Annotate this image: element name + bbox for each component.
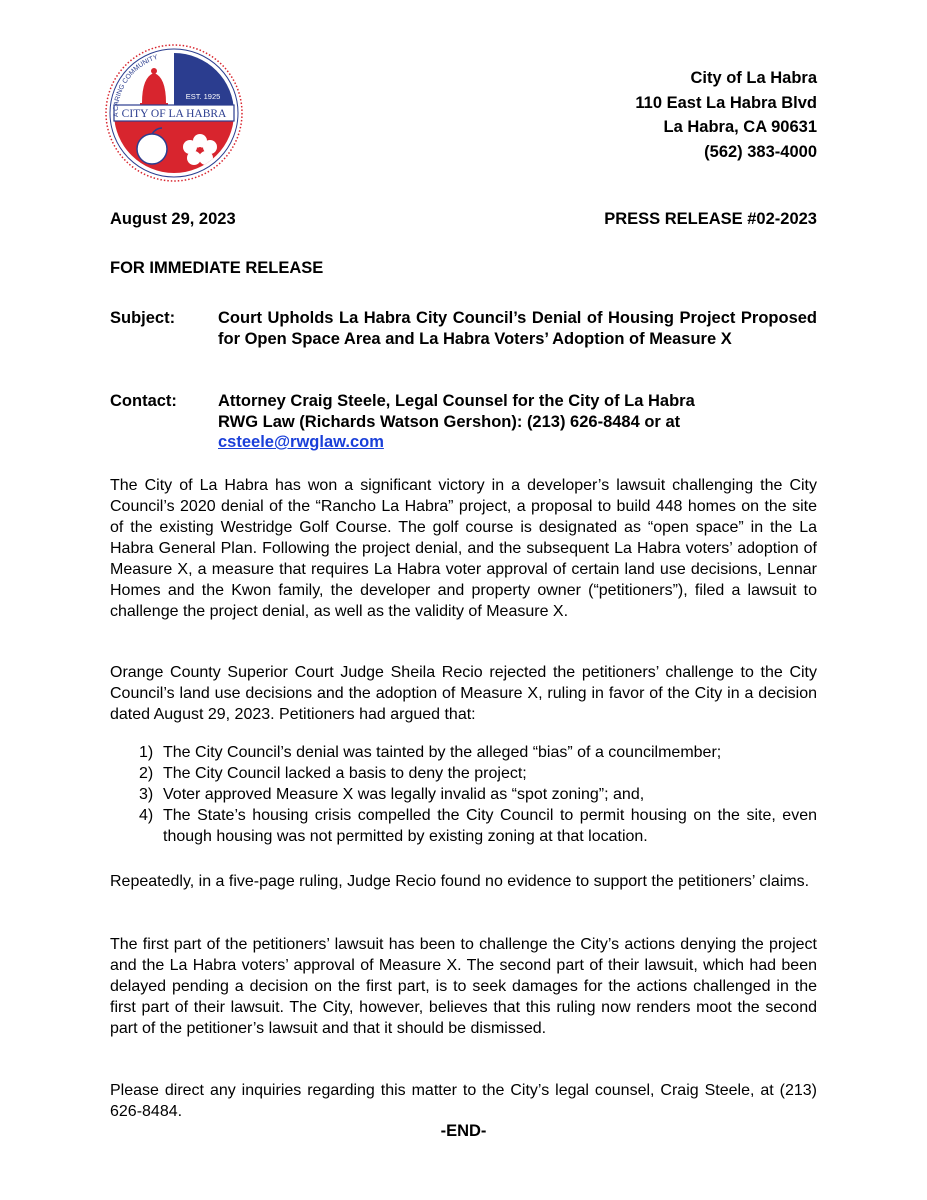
contact-block [110, 391, 817, 453]
list-item [110, 805, 817, 847]
list-item [110, 784, 817, 805]
subject-text: Court Upholds La Habra City Council’s Denial of Housing Project Proposed for Open Space Area and La Habra Voters’ Adoption of Measure X [218, 309, 817, 348]
paragraph-inquiries: Please direct any inquiries regarding this matter to the City’s legal counsel, Craig Steele, at (213) 626-8484. [110, 1082, 817, 1120]
list-item [110, 763, 817, 784]
paragraph-no-evidence: Repeatedly, in a five-page ruling, Judge Recio found no evidence to support the petitioners’ claims. [110, 873, 810, 890]
paragraph-ruling: Orange County Superior Court Judge Sheila Recio rejected the petitioners’ challenge to the City Council’s land use decisions and the adoption of Measure X, ruling in favor of the City in a decision dated August 29, 2023. Petitioners had argued that: [110, 664, 817, 723]
list-item [110, 742, 817, 763]
city-seal-logo [104, 43, 244, 183]
list-item-number: 3) [139, 786, 154, 803]
date-release-row [110, 210, 817, 229]
contact-label: Contact: [110, 392, 177, 410]
list-item-text: The State’s housing crisis compelled the City Council to permit housing on the site, even though housing was not permitted by existing zoning at that location. [163, 807, 817, 845]
seal-city-name: CITY OF LA HABRA [121, 108, 227, 120]
city-street: 110 East La Habra Blvd [635, 93, 817, 112]
paragraph-victory: The City of La Habra has won a significant victory in a developer’s lawsuit challenging the City Council’s 2020 denial of the “Rancho La Habra” project, a proposal to build 448 homes on the site of the existing Westridge Golf Course. The golf course is designated as “open space” in the La Habra General Plan. Following the project denial, and the subsequent La Habra voters’ adoption of Measure X, a measure that requires La Habra voter approval of certain land use decisions, Lennar Homes and the Kwon family, the developer and property owner (“petitioners”), filed a lawsuit to challenge the project denial, as well as the validity of Measure X. [110, 477, 817, 620]
list-item-number: 4) [139, 807, 154, 824]
list-item-number: 2) [139, 765, 154, 782]
list-item-text: The City Council lacked a basis to deny the project; [163, 765, 527, 782]
release-number: PRESS RELEASE #02-2023 [604, 210, 817, 228]
seal-arc-text: A CARING COMMUNITY [112, 53, 159, 118]
contact-line-1: Attorney Craig Steele, Legal Counsel for the City of La Habra [218, 392, 695, 410]
subject-block [110, 308, 817, 349]
contact-line-2: RWG Law (Richards Watson Gershon): (213) 626-8484 or at [218, 412, 681, 431]
city-citystate: La Habra, CA 90631 [663, 118, 817, 136]
subject-label: Subject: [110, 309, 176, 327]
contact-email-link[interactable]: csteele@rwglaw.com [218, 433, 384, 451]
immediate-release-label: FOR IMMEDIATE RELEASE [110, 259, 324, 277]
list-item-text: Voter approved Measure X was legally invalid as “spot zoning”; and, [163, 786, 645, 803]
city-name: City of La Habra [690, 69, 817, 87]
arguments-list [110, 742, 817, 847]
release-date: August 29, 2023 [110, 210, 236, 228]
list-item-number: 1) [139, 744, 154, 761]
city-address-block [635, 66, 817, 164]
list-item-text: The City Council’s denial was tainted by the alleged “bias” of a councilmember; [163, 744, 722, 761]
paragraph-lawsuit-parts: The first part of the petitioners’ lawsuit has been to challenge the City’s actions denying the project and the La Habra voters’ approval of Measure X. The second part of their lawsuit, which had been delayed pending a decision on the first part, is to seek damages for the actions challenged in the first part of their lawsuit. The City, however, believes that this ruling now renders moot the second part of the petitioner’s lawsuit and that it should be dismissed. [110, 936, 817, 1037]
city-phone: (562) 383-4000 [704, 142, 817, 161]
seal-established: EST. 1925 [185, 92, 221, 101]
end-marker: -END- [440, 1122, 487, 1140]
